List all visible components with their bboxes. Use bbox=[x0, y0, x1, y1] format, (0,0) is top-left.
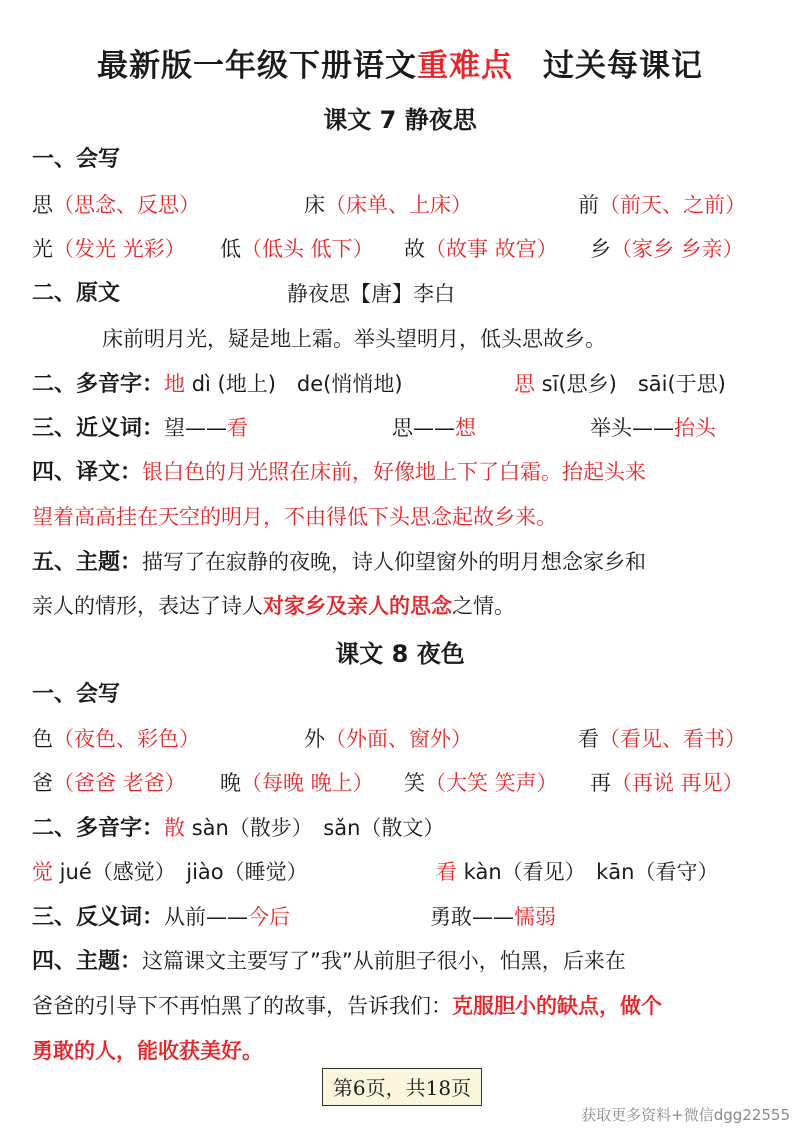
lesson7-synonyms: 三、近义词：望——看 bbox=[32, 416, 249, 441]
lesson7-write-item: 思（思念、反思） bbox=[32, 193, 200, 217]
page-title bbox=[0, 40, 800, 85]
lesson8-write-item: 色（夜色、彩色） bbox=[32, 727, 200, 751]
title-part1: 最新版一年级下册语文 bbox=[97, 48, 417, 84]
lesson8-write-item: 晚（每晚 晚上） bbox=[220, 771, 374, 795]
lesson7-translation-line1: 四、译文：银白色的月光照在床前，好像地上下了白霜。抬起头来 bbox=[32, 460, 647, 485]
lesson7-translation-line2: 望着高高挂在天空的明月，不由得低下头思念起故乡来。 bbox=[32, 505, 557, 529]
watermark: 获取更多资料+微信dgg22555 bbox=[581, 1106, 790, 1124]
lesson7-write-item: 床（床单、上床） bbox=[304, 193, 472, 217]
lesson8-polyphonic-3: 看 kàn（看见） kān（看守） bbox=[436, 860, 719, 884]
lesson7-theme-line2: 亲人的情形，表达了诗人对家乡及亲人的思念之情。 bbox=[32, 594, 515, 618]
lesson8-write-item: 再（再说 再见） bbox=[590, 771, 744, 795]
lesson7-polyphonic-2: 思 sī(思乡) sāi(于思) bbox=[514, 372, 726, 396]
lesson8-theme-line2: 爸爸的引导下不再怕黑了的故事，告诉我们：克服胆小的缺点，做个 bbox=[32, 994, 662, 1018]
lesson8-write-item: 看（看见、看书） bbox=[578, 727, 746, 751]
antonym-item: 勇敢——懦弱 bbox=[430, 905, 556, 929]
lesson8-polyphonic-2: 觉 jué（感觉） jiào（睡觉） bbox=[32, 860, 308, 884]
poem-text: 床前明月光，疑是地上霜。举头望明月，低头思故乡。 bbox=[102, 327, 606, 351]
lesson7-heading: 课文 7 静夜思 bbox=[323, 106, 477, 134]
lesson8-heading: 课文 8 夜色 bbox=[335, 640, 465, 668]
lesson7-write-item: 低（低头 低下） bbox=[220, 237, 374, 261]
lesson8-write-item: 爸（爸爸 老爸） bbox=[32, 771, 186, 795]
lesson8-theme-line1: 四、主题：这篇课文主要写了”我”从前胆子很小，怕黑，后来在 bbox=[32, 949, 626, 974]
lesson7-write-item: 前（前天、之前） bbox=[578, 193, 746, 217]
lesson8-write-header: 一、会写 bbox=[32, 682, 121, 707]
title-part3: 过关每课记 bbox=[543, 48, 703, 84]
lesson7-polyphonic: 二、多音字：地 dì (地上) de(悄悄地) bbox=[32, 372, 403, 397]
lesson7-write-item: 乡（家乡 乡亲） bbox=[590, 237, 744, 261]
lesson7-original-header: 二、原文 bbox=[32, 281, 121, 306]
lesson8-polyphonic: 二、多音字：散 sàn（散步） sǎn（散文） bbox=[32, 816, 445, 841]
lesson8-theme-line3: 勇敢的人，能收获美好。 bbox=[32, 1039, 263, 1063]
lesson8-write-item: 外（外面、窗外） bbox=[304, 727, 472, 751]
title-highlight: 重难点 bbox=[417, 48, 513, 84]
lesson7-write-item: 故（故事 故宫） bbox=[404, 237, 558, 261]
lesson8-write-item: 笑（大笑 笑声） bbox=[404, 771, 558, 795]
lesson7-write-item: 光（发光 光彩） bbox=[32, 237, 186, 261]
lesson8-antonyms: 三、反义词：从前——今后 bbox=[32, 905, 291, 930]
synonym-item: 思——想 bbox=[392, 416, 476, 440]
lesson7-theme-line1: 五、主题：描写了在寂静的夜晚，诗人仰望窗外的明月想念家乡和 bbox=[32, 550, 647, 575]
lesson7-write-header: 一、会写 bbox=[32, 147, 121, 172]
synonym-item: 举头——抬头 bbox=[590, 416, 716, 440]
page-number-box: 第6页，共18页 bbox=[322, 1068, 482, 1106]
poem-title: 静夜思【唐】李白 bbox=[287, 282, 455, 306]
